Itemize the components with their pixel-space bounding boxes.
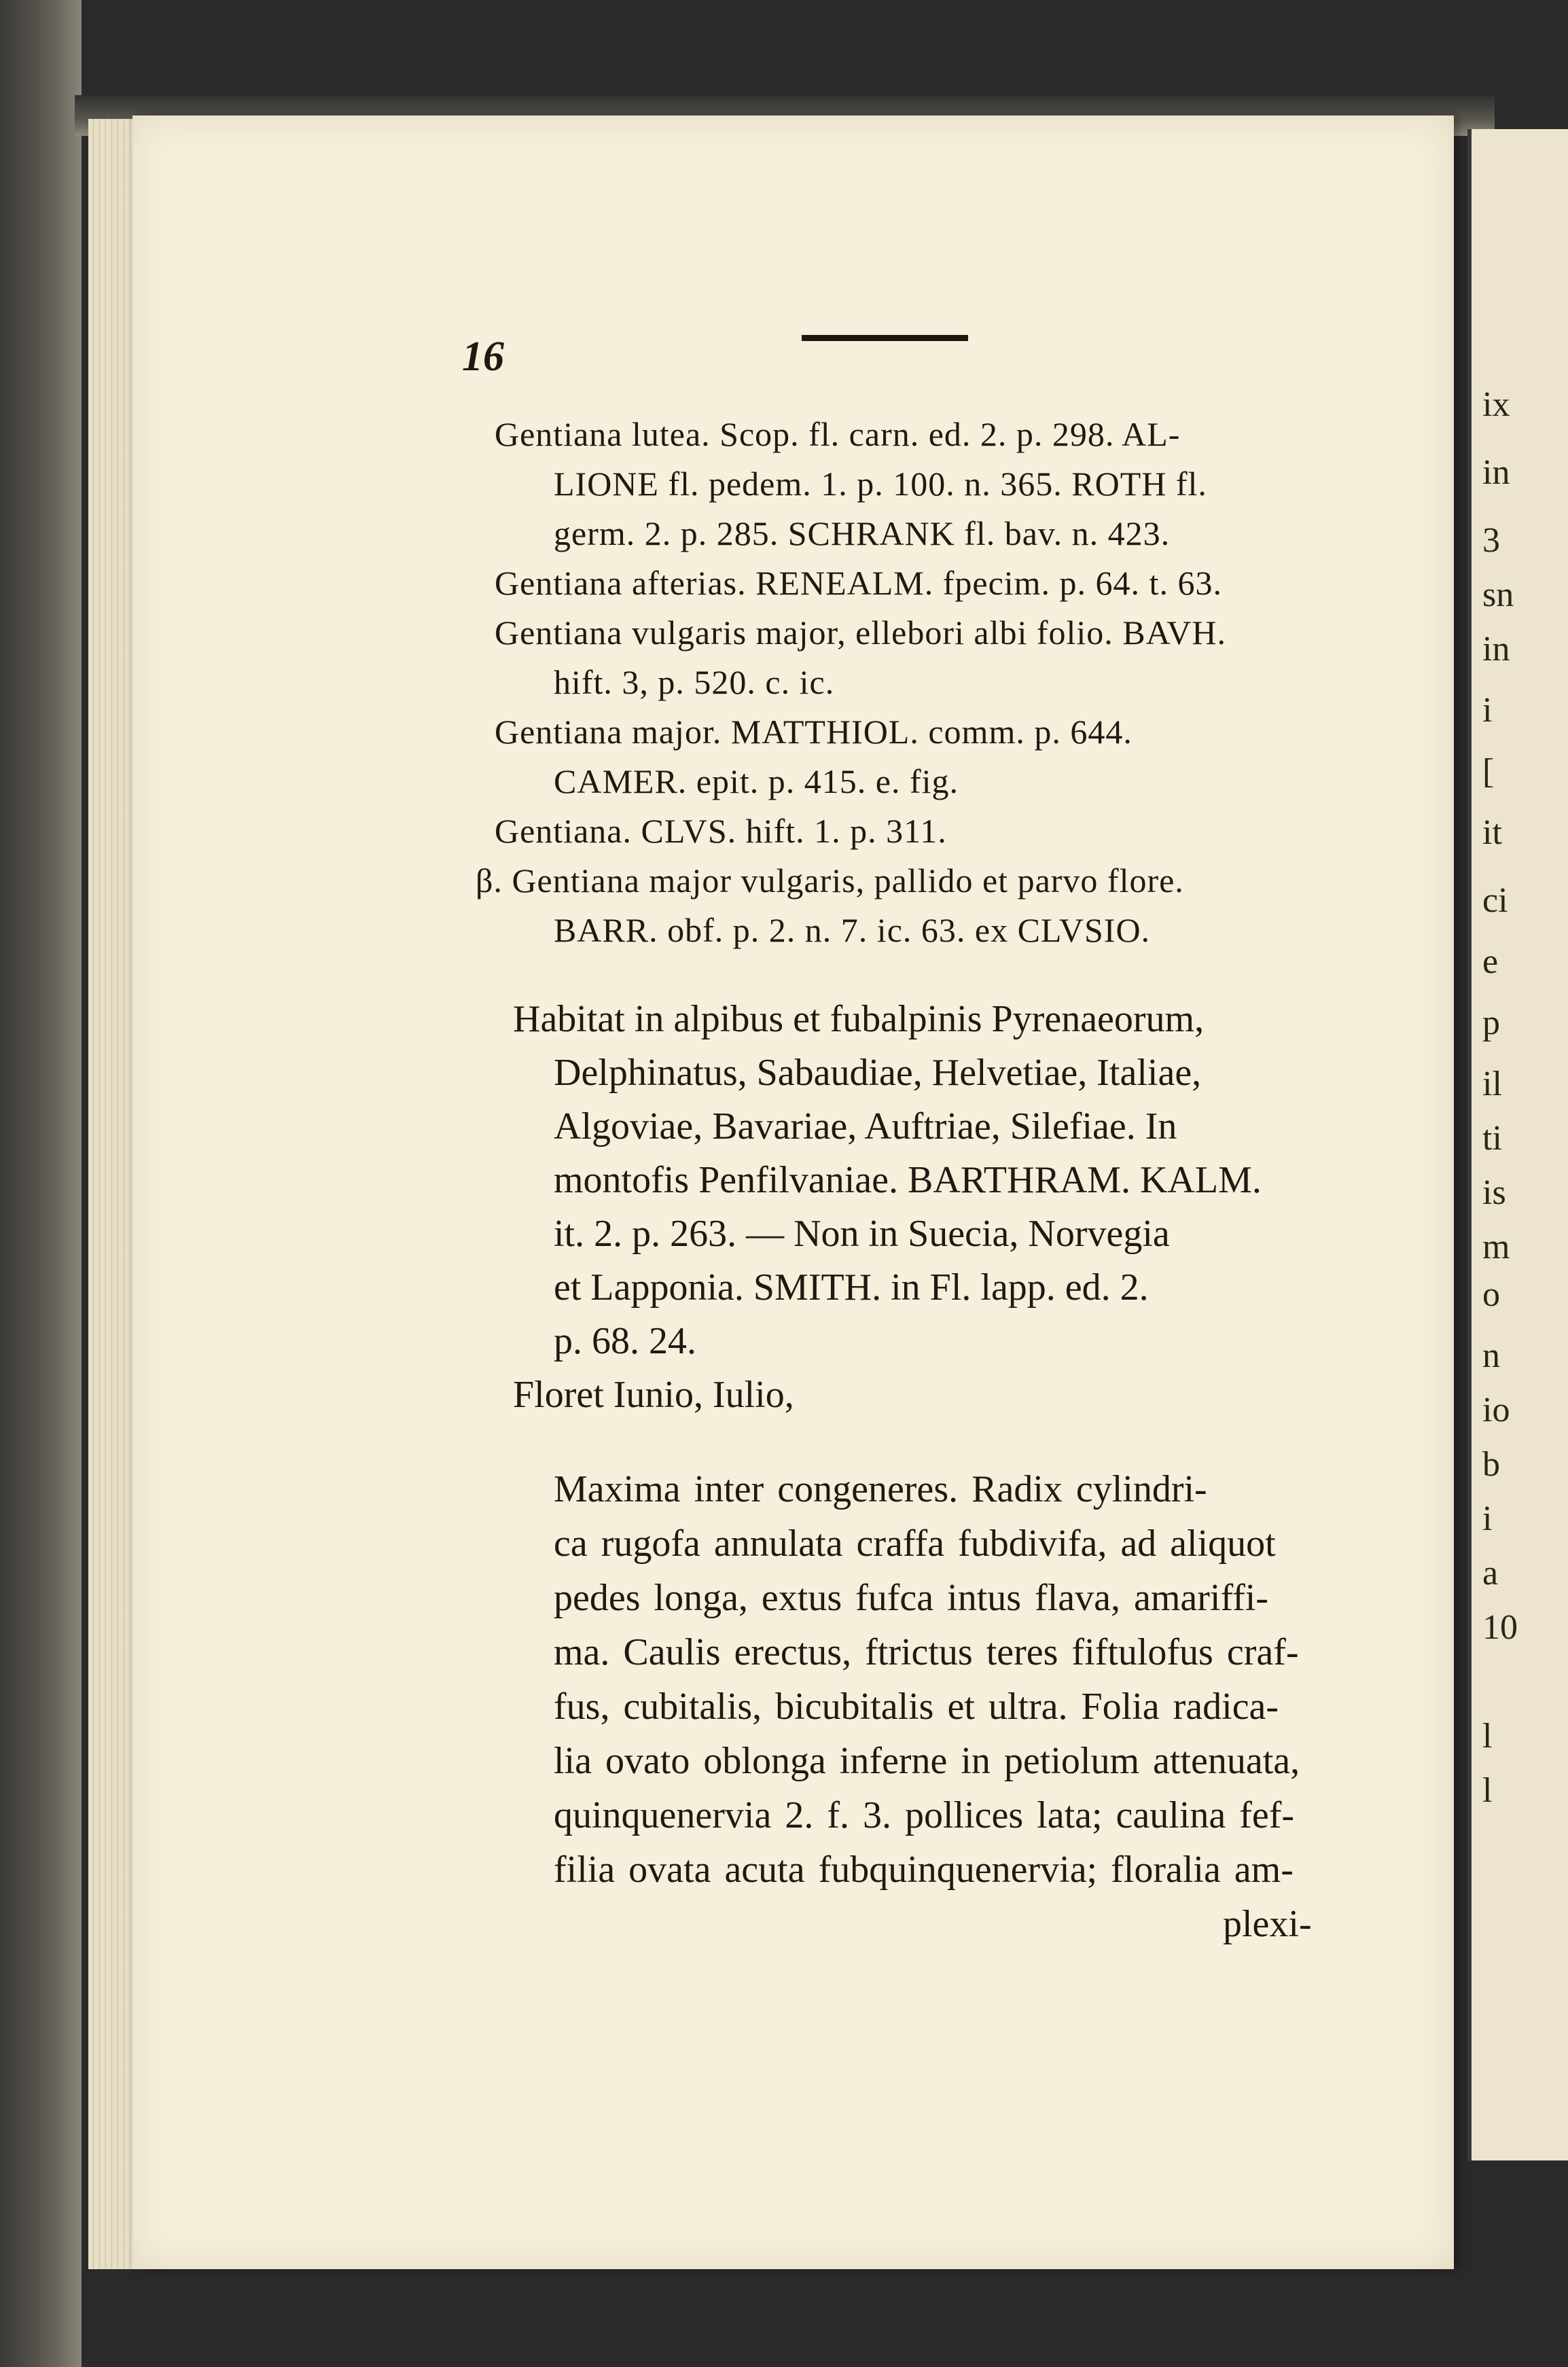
- adjacent-fragment: sn: [1482, 575, 1514, 614]
- adjacent-fragment: i: [1482, 1499, 1493, 1538]
- description-line: Maxima inter congeneres. Radix cylindri-: [554, 1468, 1207, 1510]
- adjacent-fragment: ci: [1482, 881, 1508, 920]
- adjacent-fragment: 10: [1482, 1608, 1518, 1647]
- synonym-line: hift. 3, p. 520. c. ic.: [554, 663, 835, 701]
- adjacent-fragment: 3: [1482, 521, 1500, 560]
- adjacent-page: [1467, 129, 1568, 2160]
- description-line: fus, cubitalis, bicubitalis et ultra. Folia radica-: [554, 1686, 1279, 1728]
- synonym-line: Gentiana vulgaris major, ellebori albi folio. BAVH.: [495, 613, 1227, 652]
- adjacent-fragment: ix: [1482, 385, 1510, 424]
- adjacent-fragment: ti: [1482, 1119, 1502, 1158]
- habitat-line: et Lapponia. SMITH. in Fl. lapp. ed. 2.: [554, 1266, 1149, 1309]
- habitat-line: it. 2. p. 263. — Non in Suecia, Norvegia: [554, 1213, 1170, 1255]
- page-number: 16: [462, 334, 504, 380]
- book-board-left: [0, 0, 82, 2367]
- adjacent-fragment: in: [1482, 630, 1510, 669]
- adjacent-fragment: i: [1482, 691, 1493, 730]
- adjacent-fragment: o: [1482, 1275, 1500, 1314]
- adjacent-fragment: il: [1482, 1065, 1502, 1103]
- adjacent-fragment: it: [1482, 813, 1502, 852]
- adjacent-fragment: n: [1482, 1336, 1500, 1375]
- adjacent-fragment: io: [1482, 1391, 1510, 1429]
- adjacent-fragment: m: [1482, 1228, 1510, 1266]
- header-rule: [802, 335, 968, 341]
- synonym-line: Gentiana major. MATTHIOL. comm. p. 644.: [495, 713, 1133, 751]
- description-line: ca rugofa annulata craffa fubdivifa, ad aliquot: [554, 1523, 1276, 1565]
- adjacent-fragment: a: [1482, 1554, 1499, 1592]
- synonym-line: Gentiana afterias. RENEALM. fpecim. p. 64. t. 63.: [495, 564, 1222, 602]
- synonym-line: germ. 2. p. 285. SCHRANK fl. bav. n. 423.: [554, 514, 1171, 552]
- description-line: ma. Caulis erectus, ftrictus teres fiftulofus craf-: [554, 1631, 1299, 1673]
- description-line: pedes longa, extus fufca intus flava, amariffi-: [554, 1577, 1268, 1619]
- habitat-line: montofis Penfilvaniae. BARTHRAM. KALM.: [554, 1159, 1262, 1201]
- synonym-line: BARR. obf. p. 2. n. 7. ic. 63. ex CLVSIO.: [554, 911, 1151, 949]
- habitat-line: Habitat in alpibus et fubalpinis Pyrenaeorum,: [513, 998, 1205, 1040]
- adjacent-fragment: b: [1482, 1445, 1500, 1484]
- adjacent-fragment: [: [1482, 752, 1495, 791]
- description-line: filia ovata acuta fubquinquenervia; floralia am-: [554, 1849, 1294, 1891]
- description-line: quinquenervia 2. f. 3. pollices lata; caulina fef-: [554, 1794, 1295, 1836]
- synonym-line: LIONE fl. pedem. 1. p. 100. n. 365. ROTH fl.: [554, 465, 1207, 503]
- flowering-line: Floret Iunio, Iulio,: [513, 1374, 794, 1416]
- adjacent-fragment: is: [1482, 1173, 1506, 1212]
- synonym-line: CAMER. epit. p. 415. e. fig.: [554, 762, 959, 800]
- adjacent-fragment: p: [1482, 1003, 1500, 1042]
- description-line: lia ovato oblonga inferne in petiolum attenuata,: [554, 1740, 1300, 1782]
- habitat-line: Algoviae, Bavariae, Auftriae, Silefiae. In: [554, 1105, 1177, 1147]
- adjacent-fragment: in: [1482, 453, 1510, 492]
- habitat-line: p. 68. 24.: [554, 1320, 696, 1362]
- adjacent-fragment: e: [1482, 942, 1499, 981]
- adjacent-fragment: l: [1482, 1771, 1493, 1810]
- synonym-line: Gentiana. CLVS. hift. 1. p. 311.: [495, 812, 947, 850]
- habitat-line: Delphinatus, Sabaudiae, Helvetiae, Italiae,: [554, 1052, 1202, 1094]
- catchword: plexi-: [1223, 1903, 1312, 1945]
- page-edges: [88, 119, 136, 2269]
- synonym-line: β. Gentiana major vulgaris, pallido et parvo flore.: [476, 861, 1184, 900]
- adjacent-fragment: l: [1482, 1717, 1493, 1756]
- synonym-line: Gentiana lutea. Scop. fl. carn. ed. 2. p. 298. AL-: [495, 415, 1181, 453]
